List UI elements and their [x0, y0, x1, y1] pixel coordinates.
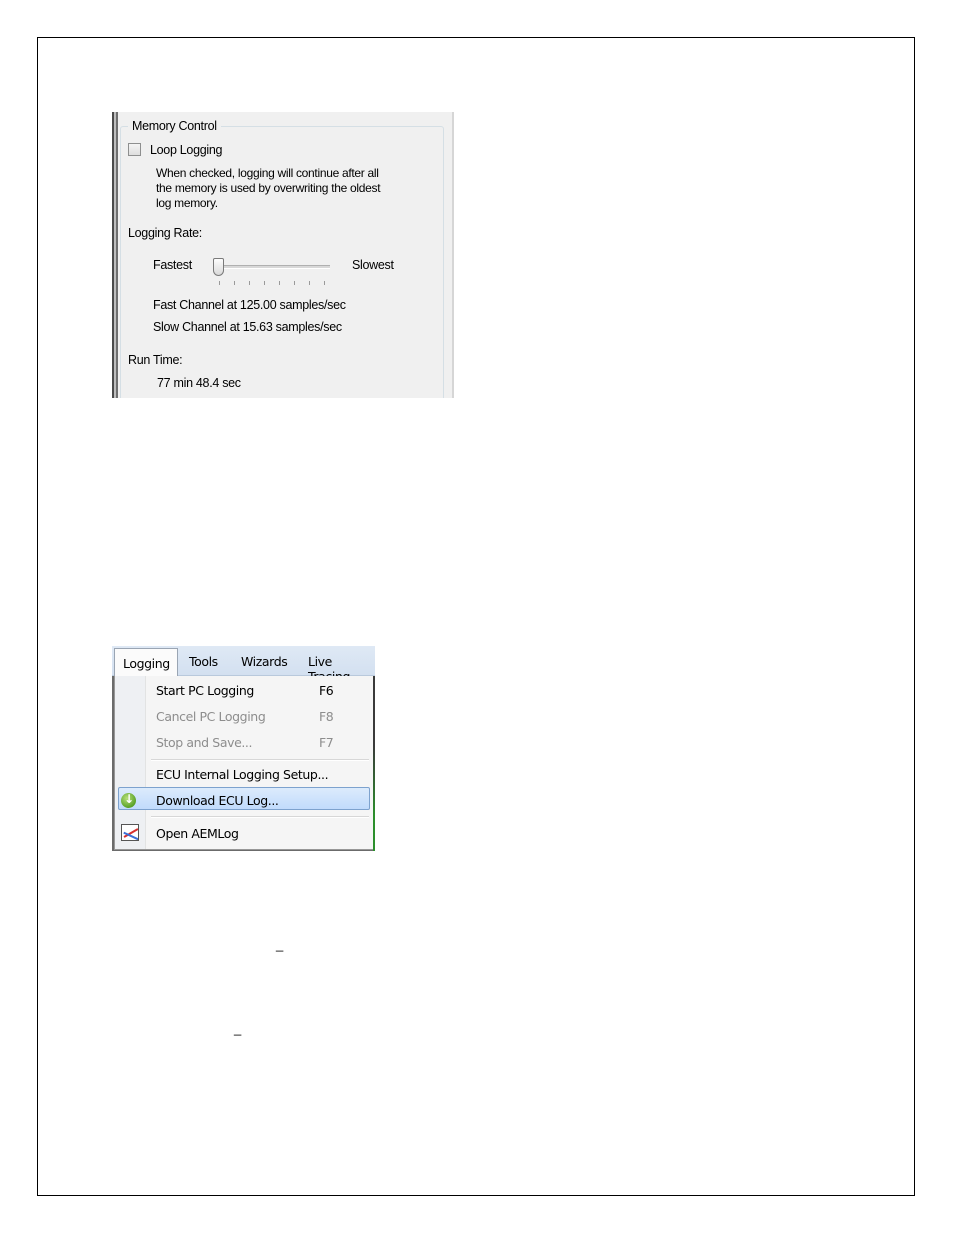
- menu-item-start-pc-logging[interactable]: Start PC Logging: [156, 683, 254, 698]
- slider-tick: [234, 281, 235, 285]
- menu-item-stop-and-save[interactable]: Stop and Save...: [156, 735, 253, 750]
- window-edge: [112, 112, 118, 398]
- slider-tick: [219, 281, 220, 285]
- logging-rate-label: Logging Rate:: [128, 226, 202, 240]
- logging-menu-screenshot: [112, 646, 375, 851]
- logging-dropdown: [114, 676, 374, 850]
- run-time-value: 77 min 48.4 sec: [157, 376, 241, 390]
- description-line: the memory is used by overwriting the oldest: [156, 181, 381, 195]
- shortcut-cancel-pc-logging: F8: [319, 709, 334, 724]
- slider-tick: [309, 281, 310, 285]
- loop-logging-label[interactable]: Loop Logging: [150, 143, 223, 157]
- menu-separator: [151, 816, 369, 818]
- loop-logging-description: [156, 166, 426, 211]
- fast-channel-rate: Fast Channel at 125.00 samples/sec: [153, 298, 346, 312]
- menu-item-ecu-internal-logging-setup[interactable]: ECU Internal Logging Setup...: [156, 767, 329, 782]
- slider-tick: [249, 281, 250, 285]
- description-line: log memory.: [156, 196, 218, 210]
- memory-control-screenshot: [112, 112, 454, 398]
- menu-logging[interactable]: [114, 648, 178, 677]
- slider-tick: [324, 281, 325, 285]
- underscore-mark: _: [276, 937, 284, 952]
- menu-separator: [151, 759, 369, 761]
- window-edge-right: [452, 112, 454, 398]
- menu-live-tracing[interactable]: Live: [308, 654, 332, 669]
- menu-item-open-aemlog[interactable]: Open AEMLog: [156, 826, 239, 841]
- slow-channel-rate: Slow Channel at 15.63 samples/sec: [153, 320, 342, 334]
- shortcut-start-pc-logging: F6: [319, 683, 334, 698]
- menu-wizards[interactable]: Wizards: [241, 654, 288, 669]
- download-icon: [121, 793, 136, 808]
- slider-min-label: Fastest: [153, 258, 192, 272]
- logging-rate-slider-track[interactable]: [218, 265, 330, 269]
- logging-rate-slider-thumb[interactable]: [213, 258, 224, 276]
- slider-tick: [279, 281, 280, 285]
- slider-tick: [264, 281, 265, 285]
- menu-logging-label: Logging: [123, 656, 170, 671]
- underscore-mark: _: [234, 1021, 242, 1036]
- group-title: Memory Control: [128, 119, 221, 133]
- menu-item-download-ecu-log[interactable]: Download ECU Log...: [156, 793, 279, 808]
- loop-logging-checkbox[interactable]: [128, 143, 141, 156]
- menu-item-cancel-pc-logging[interactable]: Cancel PC Logging: [156, 709, 266, 724]
- background-window-strip: [373, 676, 375, 851]
- description-line: When checked, logging will continue after all: [156, 166, 379, 180]
- menu-tools[interactable]: Tools: [189, 654, 218, 669]
- slider-tick: [294, 281, 295, 285]
- shortcut-stop-and-save: F7: [319, 735, 334, 750]
- slider-max-label: Slowest: [352, 258, 394, 272]
- aemlog-chart-icon: [121, 824, 139, 841]
- run-time-label: Run Time:: [128, 353, 183, 367]
- menu-bar: [112, 646, 375, 676]
